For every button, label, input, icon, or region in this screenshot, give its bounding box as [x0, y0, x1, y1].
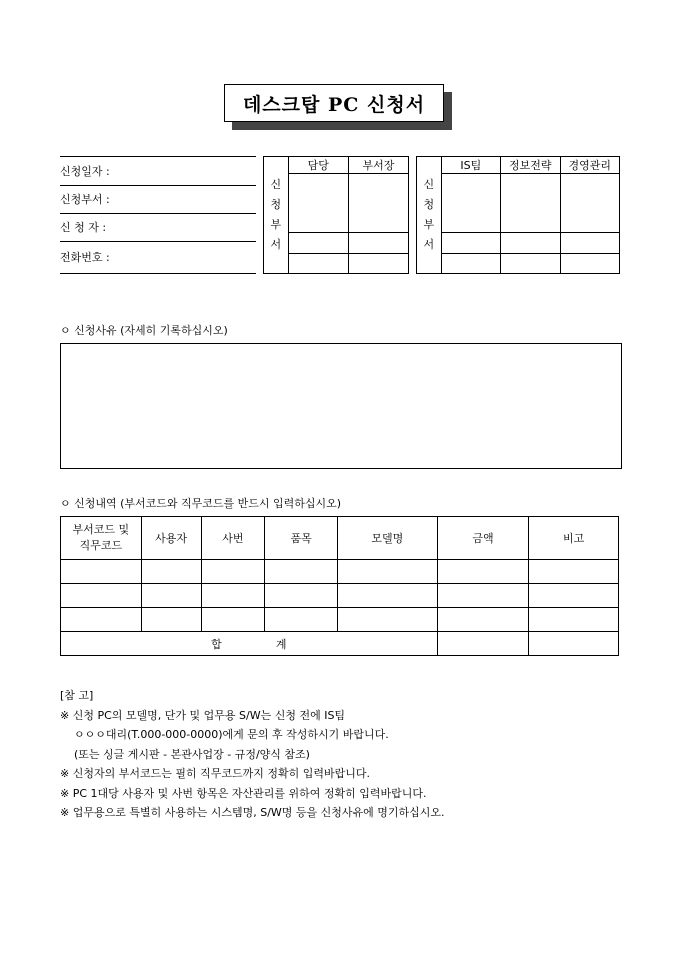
header-amount: 금액: [437, 517, 529, 560]
approval-header-is-team: IS팀: [441, 157, 500, 174]
approval-header-info-strategy: 정보전략: [501, 157, 560, 174]
phone-field[interactable]: [60, 241, 256, 274]
phone-label: 전화번호 :: [60, 251, 110, 264]
sign-cell[interactable]: [501, 174, 560, 233]
sign-date-cell[interactable]: [348, 253, 408, 273]
total-label-2: 계: [275, 637, 287, 651]
approval-right-side-label: 신 청 부 서: [417, 157, 442, 274]
page-title: 데스크탑 PC 신청서: [224, 84, 444, 122]
cell-input[interactable]: [338, 560, 438, 584]
details-table: [60, 516, 619, 656]
total-amount-cell[interactable]: [437, 632, 529, 656]
sign-name-cell[interactable]: [441, 233, 500, 253]
table-row: [61, 608, 619, 632]
cell-input[interactable]: [265, 608, 338, 632]
cell-input[interactable]: [529, 584, 619, 608]
sign-name-cell[interactable]: [348, 233, 408, 253]
note-line: ※ 신청자의 부서코드는 필히 직무코드까지 정확히 입력바랍니다.: [60, 767, 370, 780]
name-label: 신 청 자 :: [60, 221, 107, 234]
cell-input[interactable]: [265, 584, 338, 608]
sign-date-cell[interactable]: [560, 253, 619, 273]
name-field[interactable]: [60, 213, 256, 242]
approval-table-right: [416, 156, 620, 274]
sign-cell[interactable]: [348, 174, 408, 233]
header-note: 비고: [529, 517, 619, 560]
cell-input[interactable]: [201, 560, 265, 584]
dept-field[interactable]: [60, 185, 256, 214]
header-user: 사용자: [141, 517, 201, 560]
reason-section-label: ㅇ 신청사유 (자세히 기록하십시오): [60, 324, 228, 337]
note-line: (또는 싱글 게시판 - 본관사업장 - 규정/양식 참조): [74, 747, 310, 761]
total-row: [61, 632, 619, 656]
notes-section: [60, 686, 640, 823]
details-section-label: ㅇ 신청내역 (부서코드와 직무코드를 반드시 입력하십시오): [60, 497, 342, 510]
cell-input[interactable]: [529, 560, 619, 584]
cell-input[interactable]: [437, 608, 529, 632]
cell-input[interactable]: [141, 608, 201, 632]
sign-name-cell[interactable]: [501, 233, 560, 253]
table-row: [61, 584, 619, 608]
note-line: ※ 신청 PC의 모델명, 단가 및 업무용 S/W는 신청 전에 IS팀: [60, 708, 346, 722]
total-label-cell: [61, 632, 438, 656]
cell-input[interactable]: [141, 560, 201, 584]
sign-cell[interactable]: [441, 174, 500, 233]
cell-input[interactable]: [437, 560, 529, 584]
note-line: ※ PC 1대당 사용자 및 사번 항목은 자산관리를 위하여 정확히 입력바랍니다.: [60, 786, 427, 800]
sign-cell[interactable]: [560, 174, 619, 233]
cell-input[interactable]: [201, 608, 265, 632]
cell-input[interactable]: [529, 608, 619, 632]
cell-input[interactable]: [338, 608, 438, 632]
note-line: ※ 업무용으로 특별히 사용하는 시스템명, S/W명 등을 신청사유에 명기하십시오.: [60, 806, 445, 819]
cell-input[interactable]: [338, 584, 438, 608]
header-model: 모델명: [338, 517, 438, 560]
cell-input[interactable]: [61, 560, 142, 584]
sign-date-cell[interactable]: [501, 253, 560, 273]
sign-name-cell[interactable]: [560, 233, 619, 253]
cell-input[interactable]: [201, 584, 265, 608]
table-row: [61, 560, 619, 584]
sign-name-cell[interactable]: [288, 233, 348, 253]
cell-input[interactable]: [61, 608, 142, 632]
date-label: 신청일자 :: [60, 165, 110, 178]
cell-input[interactable]: [265, 560, 338, 584]
approval-header-management: 경영관리: [560, 157, 619, 174]
header-item: 품목: [265, 517, 338, 560]
sign-date-cell[interactable]: [288, 253, 348, 273]
approval-header-manager: 담당: [288, 157, 348, 174]
date-field[interactable]: [60, 157, 256, 186]
total-note-cell[interactable]: [529, 632, 619, 656]
dept-label: 신청부서 :: [60, 193, 110, 206]
note-line: ㅇㅇㅇ대리(T.000-000-0000)에게 문의 후 작성하시기 바랍니다.: [74, 728, 389, 741]
cell-input[interactable]: [61, 584, 142, 608]
approval-header-dept-head: 부서장: [348, 157, 408, 174]
cell-input[interactable]: [141, 584, 201, 608]
reason-textarea[interactable]: [60, 343, 622, 469]
approval-table-left: [263, 156, 409, 274]
header-emp-no: 사번: [201, 517, 265, 560]
sign-date-cell[interactable]: [441, 253, 500, 273]
cell-input[interactable]: [437, 584, 529, 608]
header-code: 부서코드 및 직무코드: [61, 517, 142, 560]
sign-cell[interactable]: [288, 174, 348, 233]
approval-left-side-label: 신 청 부 서: [264, 157, 289, 274]
total-label-1: 합: [211, 637, 222, 651]
notes-heading: [참 고]: [60, 689, 94, 702]
